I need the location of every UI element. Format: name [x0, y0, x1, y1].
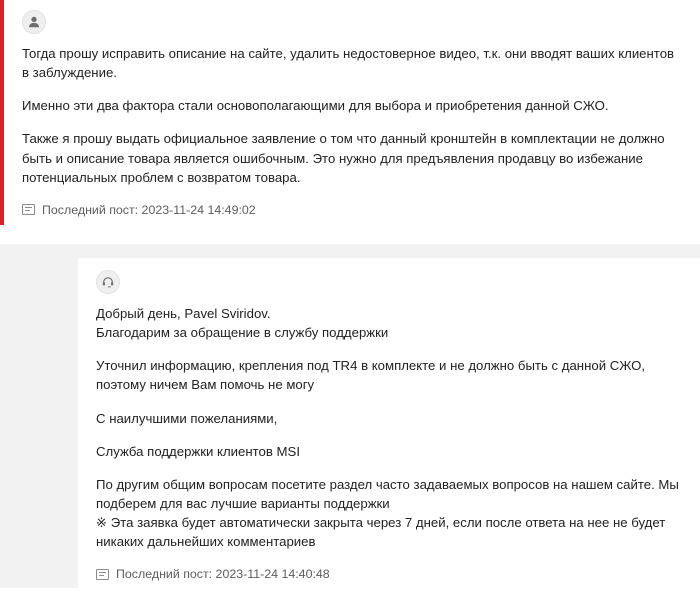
customer-paragraph: Также я прошу выдать официальное заявление о том что данный кронштейн в комплектации не должно быть и описание товара является ошибочным. Это нужно для предъявления продавцу во избежание потенциальных проблем с возвратом товара.: [22, 131, 665, 185]
support-closing-line: ※ Эта заявка будет автоматически закрыта через 7 дней, если после ответа на нее не будет никаких дальнейших комментариев: [96, 515, 666, 550]
customer-paragraph: Тогда прошу исправить описание на сайте, удалить недостоверное видео, т.к. они вводят ваших клиентов в заблуждение.: [22, 46, 675, 81]
support-message-section: [0, 244, 700, 588]
customer-paragraph: Именно эти два фактора стали основополагающими для выбора и приобретения данной СЖО.: [22, 98, 609, 114]
support-paragraph: Служба поддержки клиентов MSI: [96, 443, 300, 459]
support-paragraph: С наилучшими пожеланиями,: [96, 410, 278, 426]
customer-message-body: [22, 44, 682, 187]
support-greeting-line: Добрый день, Pavel Sviridov.: [96, 306, 271, 321]
last-post-label: Последний пост: 2023-11-24 14:40:48: [116, 567, 330, 582]
support-greeting: [96, 304, 682, 342]
support-message-body: [96, 304, 682, 551]
support-greeting-line: Благодарим за обращение в службу поддержки: [96, 325, 389, 341]
last-post-label: Последний пост: 2023-11-24 14:49:02: [42, 202, 256, 217]
last-post-icon: [96, 569, 109, 580]
support-message: [78, 258, 700, 597]
message-separator: [0, 228, 700, 244]
user-avatar-icon: [22, 10, 46, 34]
support-message-footer: [96, 567, 682, 581]
support-agent-avatar-icon: [96, 270, 120, 294]
customer-message: [0, 0, 700, 225]
last-post-icon: [22, 204, 35, 215]
support-closing-line: По другим общим вопросам посетите раздел часто задаваемых вопросов на нашем сайте. Мы подберем для вас лучшие варианты поддержки: [96, 476, 679, 511]
support-paragraph: Уточнил информацию, крепления под TR4 в комплекте и не должно быть с данной СЖО, поэтому ничем Вам помочь не могу: [96, 358, 646, 393]
support-closing: [96, 475, 682, 552]
customer-message-footer: [22, 203, 682, 217]
